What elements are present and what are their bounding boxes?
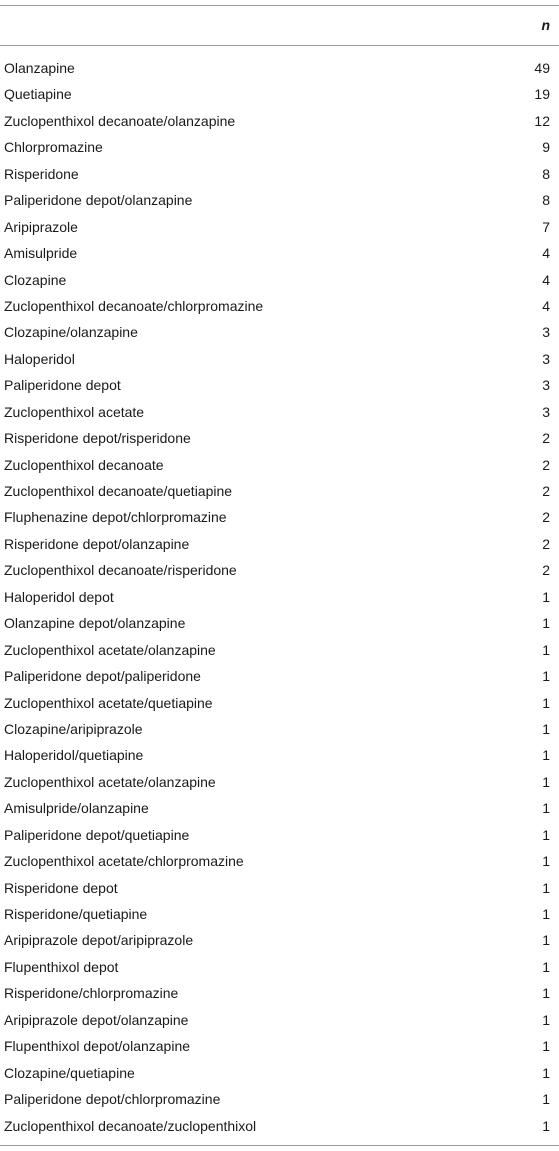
drug-name-cell: Zuclopenthixol decanoate/olanzapine (4, 112, 236, 129)
count-cell: 1 (542, 800, 550, 817)
drug-name-cell: Zuclopenthixol decanoate/chlorpromazine (4, 297, 264, 314)
table-row (0, 399, 559, 425)
count-cell: 1 (542, 958, 550, 975)
drug-name-cell: Zuclopenthixol decanoate (4, 456, 164, 473)
drug-name-cell: Olanzapine depot/olanzapine (4, 615, 186, 632)
count-cell: 2 (542, 535, 550, 552)
drug-name-cell: Risperidone depot/olanzapine (4, 535, 190, 552)
table-row (0, 267, 559, 293)
drug-name-cell: Haloperidol depot (4, 588, 114, 605)
drug-name-cell: Risperidone/quetiapine (4, 906, 148, 922)
drug-name-cell: Paliperidone depot/paliperidone (4, 668, 201, 685)
drug-name-cell: Zuclopenthixol acetate (4, 403, 145, 420)
count-cell: 1 (542, 985, 550, 1002)
drug-name-cell: Zuclopenthixol acetate/chlorpromazine (4, 853, 244, 870)
table-row (0, 108, 559, 134)
column-header-n: n (541, 17, 550, 33)
drug-name-cell: Clozapine/olanzapine (4, 324, 138, 341)
table-row (0, 134, 559, 160)
count-cell: 1 (542, 1091, 550, 1108)
drug-name-cell: Haloperidol (4, 350, 75, 367)
table-row (0, 848, 559, 874)
count-cell: 3 (542, 350, 550, 367)
drug-name-cell: Risperidone/chlorpromazine (4, 985, 179, 1002)
drug-name-cell: Zuclopenthixol decanoate/quetiapine (4, 483, 233, 499)
count-cell: 1 (542, 747, 550, 764)
count-cell: 8 (542, 165, 550, 182)
table-row (0, 742, 559, 768)
drug-name-cell: Fluphenazine depot/chlorpromazine (4, 509, 227, 526)
count-cell: 4 (542, 245, 550, 262)
drug-name-cell: Clozapine/quetiapine (4, 1064, 135, 1081)
drug-name-cell: Aripiprazole depot/olanzapine (4, 1011, 189, 1028)
table-bottom-rule (0, 1145, 559, 1146)
table-row (0, 927, 559, 953)
drug-name-cell: Amisulpride/olanzapine (4, 800, 149, 817)
table-row (0, 346, 559, 372)
table-row (0, 637, 559, 663)
drug-name-cell: Flupenthixol depot/olanzapine (4, 1038, 191, 1055)
count-cell: 1 (542, 1038, 550, 1055)
count-cell: 3 (542, 324, 550, 341)
count-cell: 2 (542, 509, 550, 526)
count-cell: 1 (542, 588, 550, 605)
count-cell: 1 (542, 694, 550, 711)
drug-name-cell: Aripiprazole (4, 218, 78, 235)
table-row (0, 795, 559, 821)
drug-name-cell: Risperidone (4, 165, 79, 182)
count-cell: 3 (542, 377, 550, 394)
table-row (0, 319, 559, 345)
table-row (0, 663, 559, 689)
count-cell: 19 (534, 86, 550, 103)
table-body (0, 55, 559, 1139)
table-row (0, 690, 559, 716)
table-row (0, 557, 559, 583)
table-top-rule (0, 5, 559, 6)
table-row (0, 55, 559, 81)
count-cell: 2 (542, 483, 550, 499)
drug-name-cell: Aripiprazole depot/aripiprazole (4, 932, 194, 949)
count-cell: 2 (542, 562, 550, 579)
drug-name-cell: Clozapine/aripiprazole (4, 720, 143, 737)
drug-name-cell: Zuclopenthixol acetate/olanzapine (4, 773, 216, 790)
count-cell: 1 (542, 826, 550, 843)
count-cell: 1 (542, 1064, 550, 1081)
count-cell: 49 (534, 60, 550, 76)
count-cell: 1 (542, 906, 550, 922)
drug-name-cell: Zuclopenthixol acetate/olanzapine (4, 641, 216, 658)
drug-name-cell: Clozapine (4, 271, 67, 288)
table-row (0, 1060, 559, 1086)
table-row (0, 478, 559, 504)
table-row (0, 504, 559, 530)
table-header-rule (0, 45, 559, 46)
count-cell: 1 (542, 1011, 550, 1028)
count-cell: 1 (542, 668, 550, 685)
drug-name-cell: Risperidone depot/risperidone (4, 430, 191, 447)
count-cell: 1 (542, 1117, 550, 1134)
drug-name-cell: Zuclopenthixol decanoate/risperidone (4, 562, 237, 579)
count-cell: 9 (542, 139, 550, 156)
table-row (0, 610, 559, 636)
table-row (0, 901, 559, 927)
table-row (0, 452, 559, 478)
table-row (0, 1007, 559, 1033)
table-row (0, 425, 559, 451)
table-row (0, 372, 559, 398)
count-cell: 2 (542, 430, 550, 447)
table-row (0, 187, 559, 213)
drug-name-cell: Amisulpride (4, 245, 78, 262)
table-row (0, 1033, 559, 1059)
drug-name-cell: Paliperidone depot/quetiapine (4, 826, 190, 843)
drug-name-cell: Haloperidol/quetiapine (4, 747, 144, 764)
table-row (0, 875, 559, 901)
drug-name-cell: Zuclopenthixol decanoate/zuclopenthixol (4, 1117, 257, 1134)
drug-name-cell: Olanzapine (4, 60, 75, 76)
count-cell: 4 (542, 297, 550, 314)
count-cell: 1 (542, 773, 550, 790)
table-row (0, 293, 559, 319)
count-cell: 1 (542, 641, 550, 658)
drug-name-cell: Risperidone depot (4, 879, 118, 896)
drug-name-cell: Paliperidone depot (4, 377, 121, 394)
table-row (0, 531, 559, 557)
table-row (0, 954, 559, 980)
drug-name-cell: Paliperidone depot/chlorpromazine (4, 1091, 221, 1108)
table-row (0, 716, 559, 742)
count-cell: 3 (542, 403, 550, 420)
table-row (0, 769, 559, 795)
table-row (0, 584, 559, 610)
count-cell: 1 (542, 932, 550, 949)
count-cell: 4 (542, 271, 550, 288)
table-row (0, 1086, 559, 1112)
count-cell: 1 (542, 615, 550, 632)
table-row (0, 822, 559, 848)
count-cell: 8 (542, 192, 550, 209)
drug-name-cell: Flupenthixol depot (4, 958, 119, 975)
table-row (0, 214, 559, 240)
table-row (0, 1113, 559, 1139)
drug-name-cell: Chlorpromazine (4, 139, 103, 156)
table-row (0, 240, 559, 266)
table-row (0, 161, 559, 187)
count-cell: 1 (542, 720, 550, 737)
count-cell: 7 (542, 218, 550, 235)
count-cell: 2 (542, 456, 550, 473)
table-row (0, 81, 559, 107)
count-cell: 1 (542, 853, 550, 870)
drug-name-cell: Quetiapine (4, 86, 72, 103)
count-cell: 12 (534, 112, 550, 129)
count-cell: 1 (542, 879, 550, 896)
drug-name-cell: Paliperidone depot/olanzapine (4, 192, 193, 209)
drug-name-cell: Zuclopenthixol acetate/quetiapine (4, 694, 213, 711)
table-row (0, 980, 559, 1006)
